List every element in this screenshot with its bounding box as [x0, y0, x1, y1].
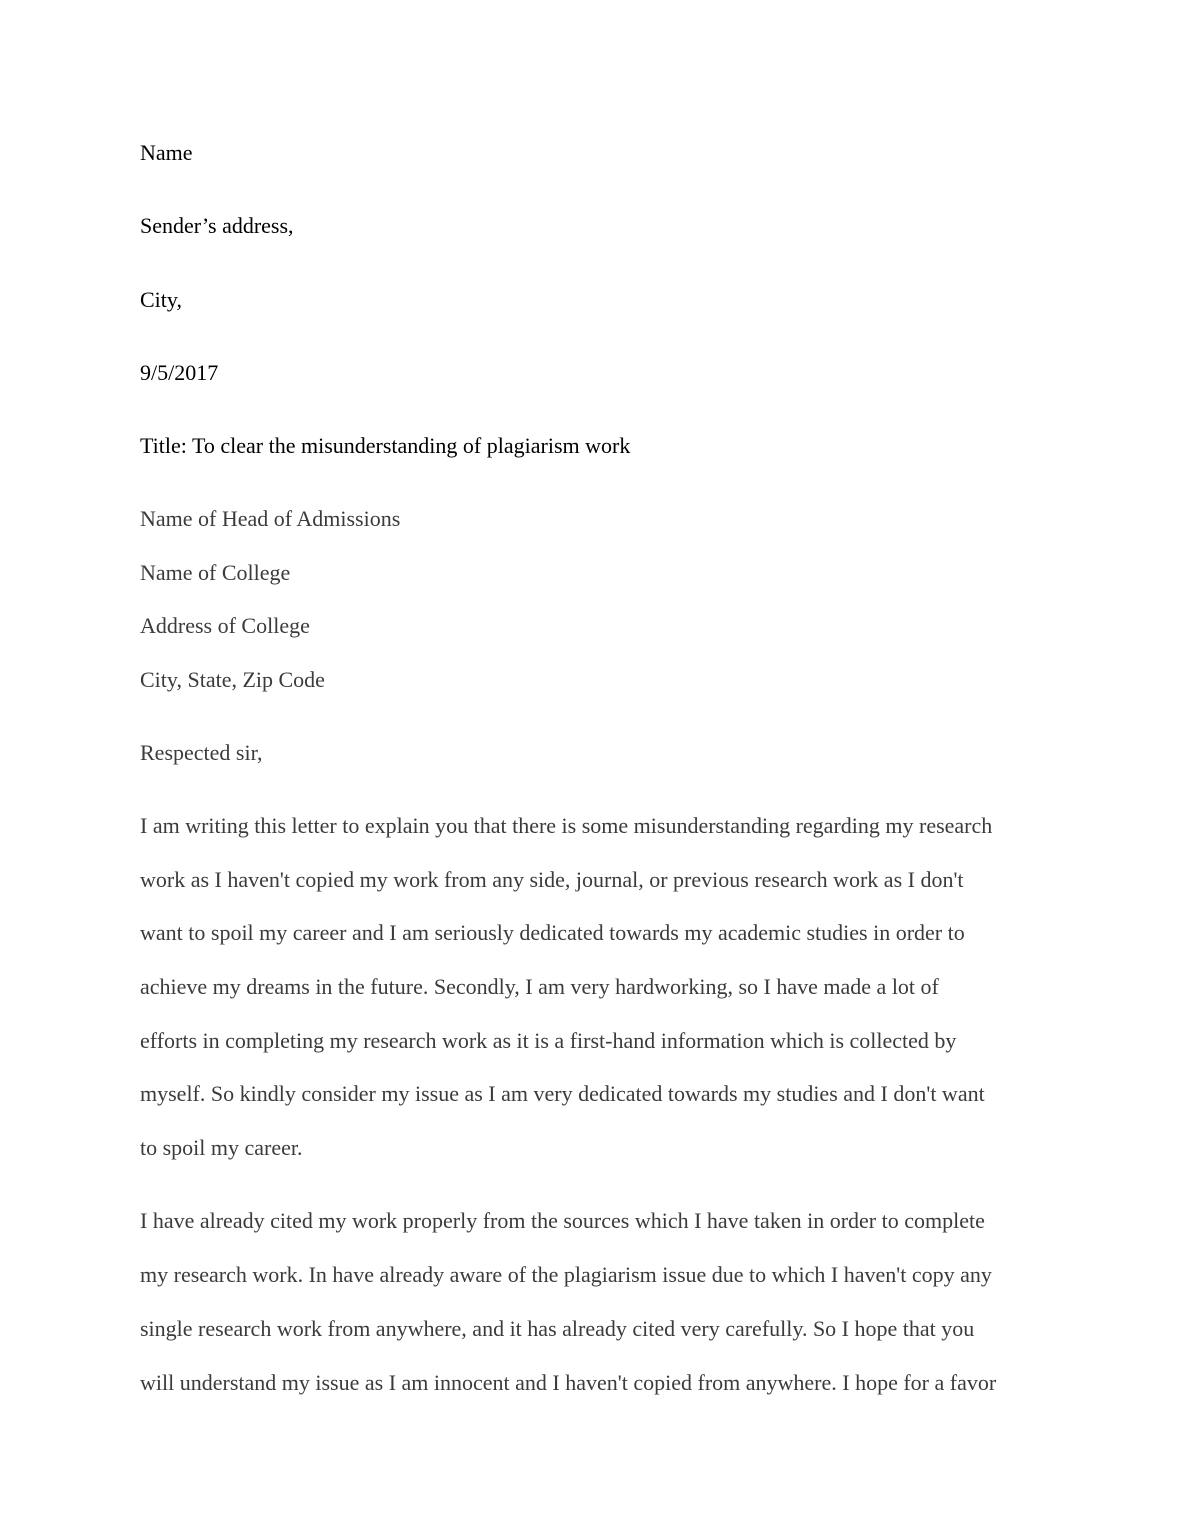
paragraph-2-line: will understand my issue as I am innocent and I haven't copied from anywhere. I hope for a favor: [140, 1370, 997, 1395]
sender-name: Name: [140, 140, 193, 165]
paragraph-1-line: myself. So kindly consider my issue as I am very dedicated towards my studies and I don't want: [140, 1081, 985, 1106]
sender-city: City,: [140, 287, 182, 312]
paragraph-1-line: work as I haven't copied my work from any side, journal, or previous research work as I don't: [140, 867, 964, 892]
recipient-college: Name of College: [140, 560, 291, 585]
paragraph-2-line: my research work. In have already aware of the plagiarism issue due to which I haven't copy any: [140, 1262, 992, 1287]
paragraph-2-line: I have already cited my work properly from the sources which I have taken in order to complete: [140, 1208, 985, 1233]
recipient-address: Address of College: [140, 613, 310, 638]
paragraph-1-line: efforts in completing my research work as it is a first-hand information which is collected by: [140, 1028, 957, 1053]
paragraph-1-line: to spoil my career.: [140, 1135, 303, 1160]
paragraph-1-line: I am writing this letter to explain you that there is some misunderstanding regarding my research: [140, 813, 993, 838]
paragraph-1-line: want to spoil my career and I am seriously dedicated towards my academic studies in order to: [140, 920, 965, 945]
paragraph-2-line: single research work from anywhere, and it has already cited very carefully. So I hope that you: [140, 1316, 975, 1341]
letter-date: 9/5/2017: [140, 360, 219, 385]
letter-title: Title: To clear the misunderstanding of plagiarism work: [140, 433, 631, 458]
recipient-city-state-zip: City, State, Zip Code: [140, 667, 325, 692]
paragraph-1-line: achieve my dreams in the future. Secondly, I am very hardworking, so I have made a lot of: [140, 974, 939, 999]
recipient-name: Name of Head of Admissions: [140, 506, 401, 531]
salutation: Respected sir,: [140, 740, 263, 765]
sender-address: Sender’s address,: [140, 213, 294, 238]
